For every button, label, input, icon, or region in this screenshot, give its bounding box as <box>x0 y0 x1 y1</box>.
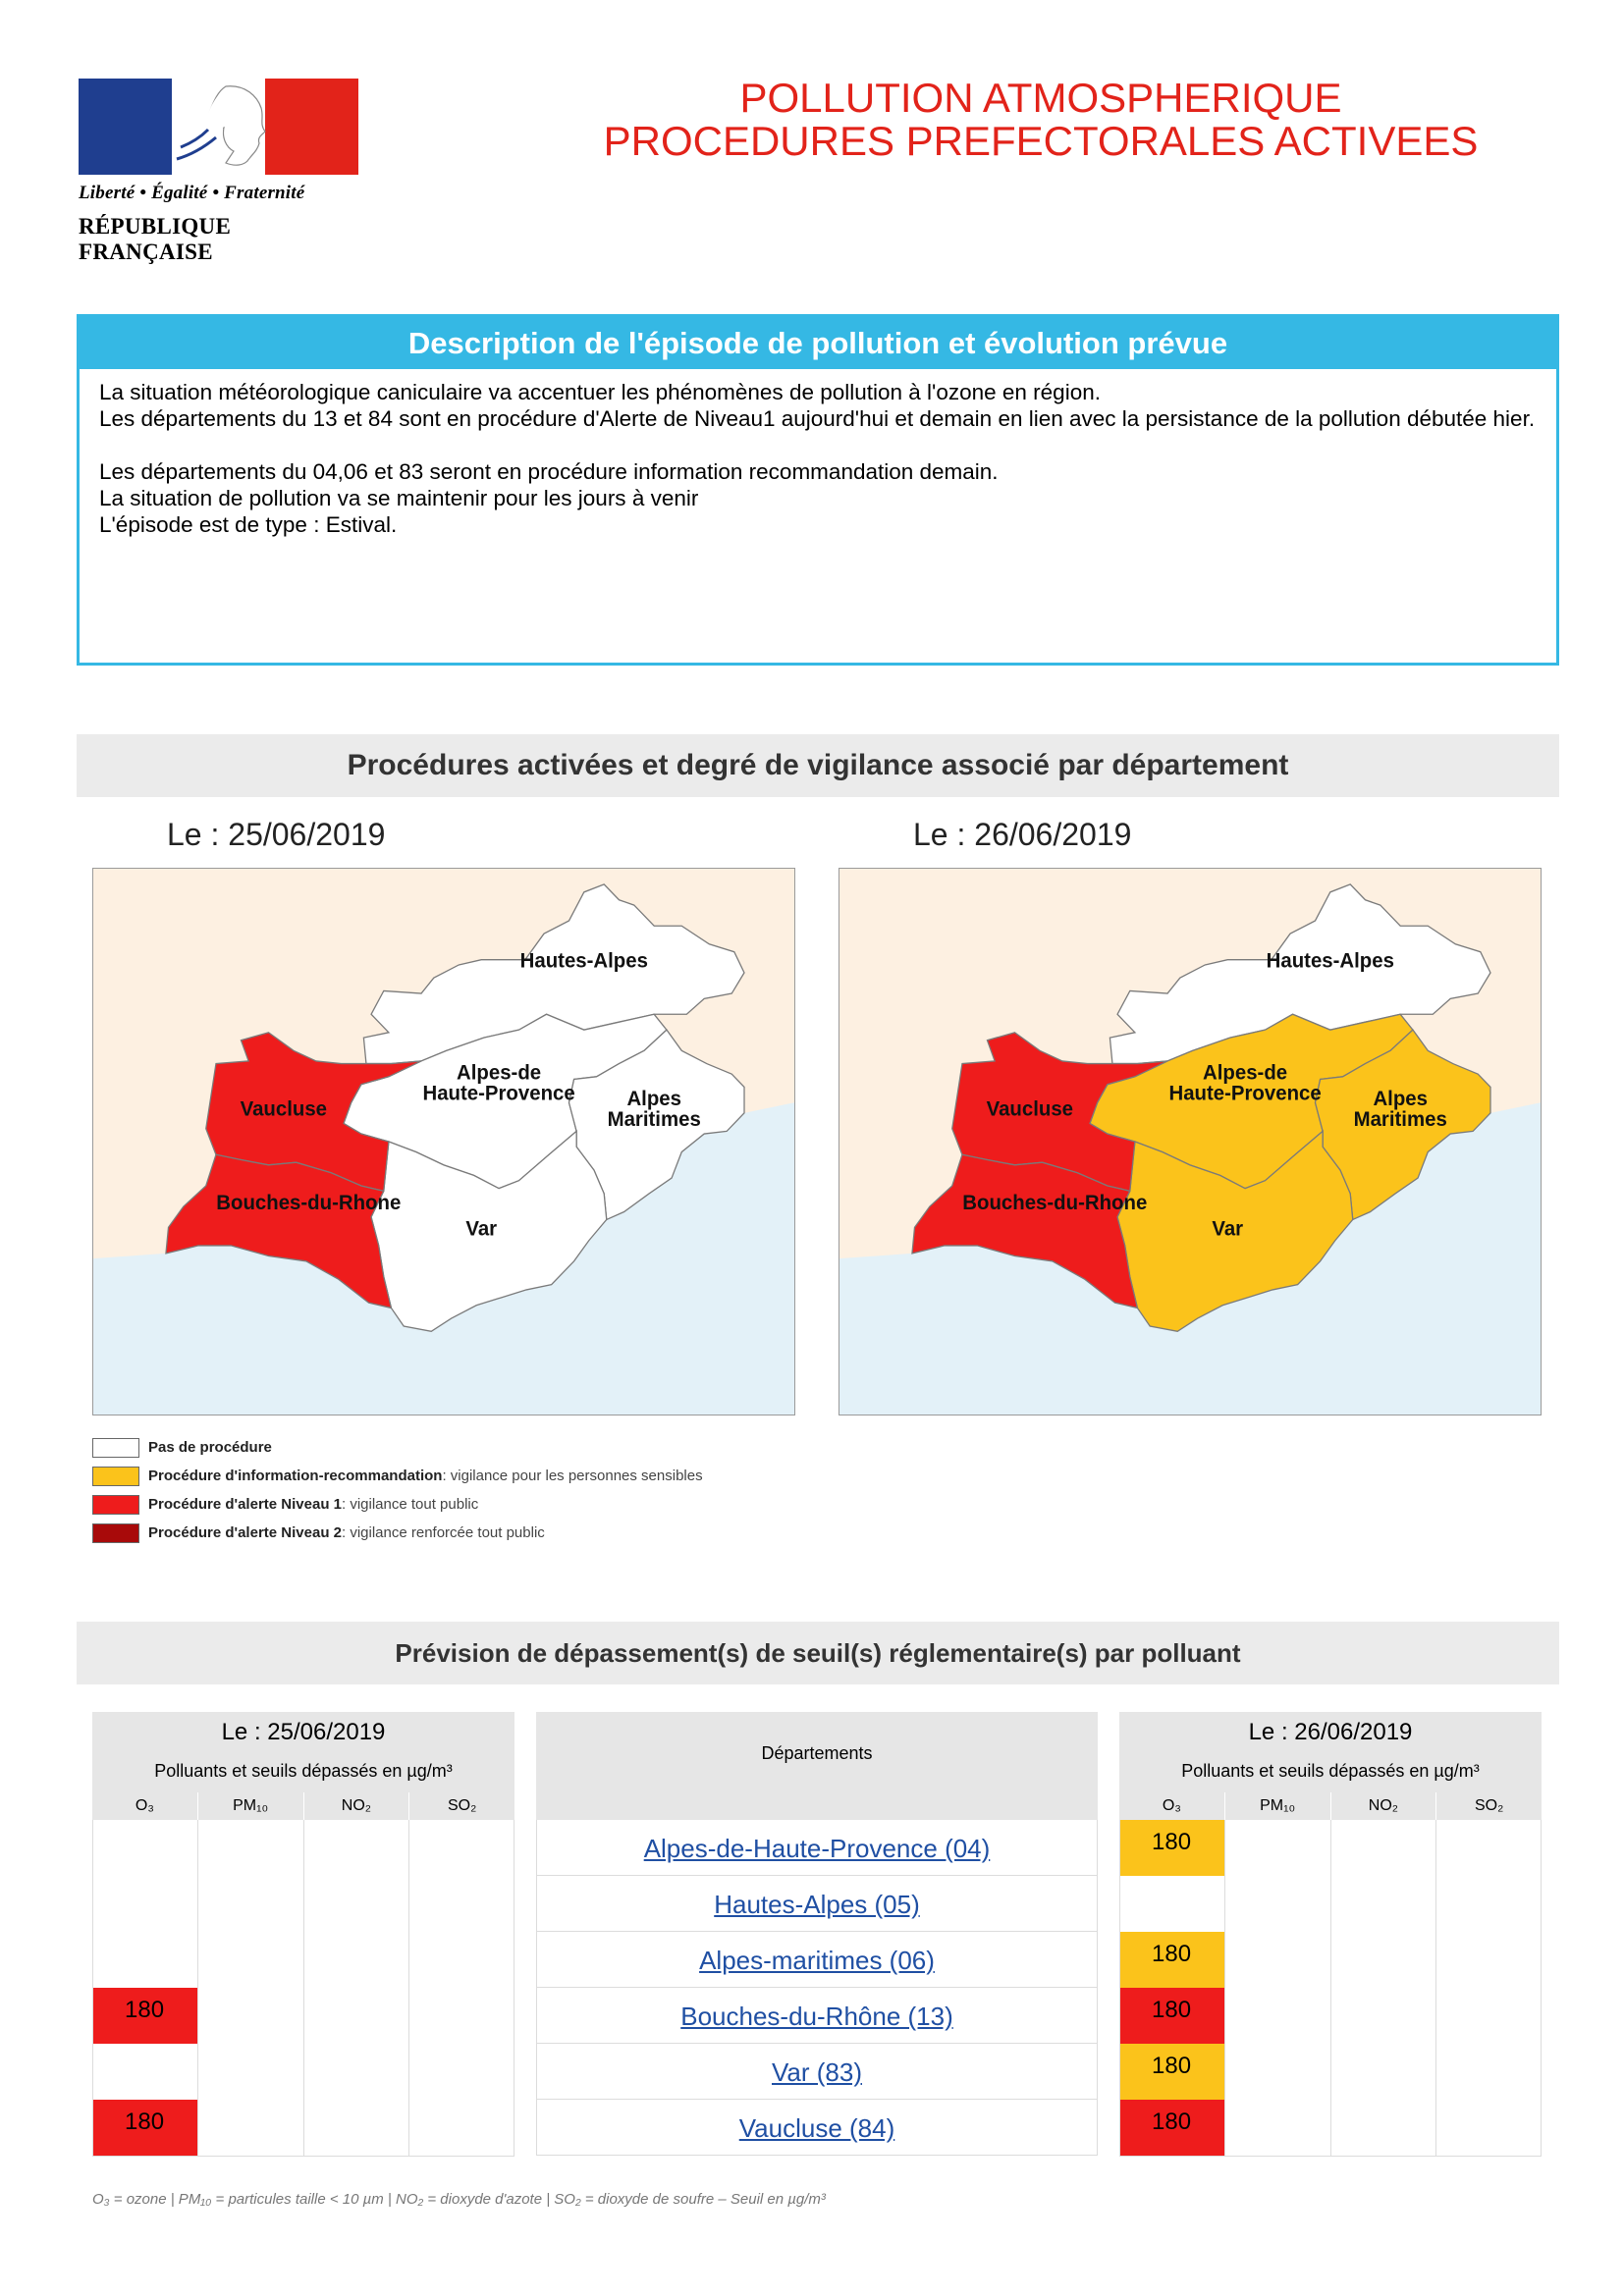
legend-item <box>92 1433 703 1462</box>
department-label: Alpes <box>1373 1087 1428 1111</box>
department-link[interactable]: Alpes-maritimes (06) <box>699 1946 935 1975</box>
column-header: NO₂ <box>303 1792 409 1820</box>
description-paragraph: L'épisode est de type : Estival. <box>99 512 398 537</box>
o3-cell <box>93 2044 197 2100</box>
o3-cell: 180 <box>1120 1820 1224 1876</box>
so2-column <box>408 1820 514 2156</box>
department-row <box>536 2044 1098 2100</box>
table-body <box>1119 1820 1542 2157</box>
footnote: O₃ = ozone | PM₁₀ = particules taille < 10 µm | NO₂ = dioxyde d'azote | SO₂ = dioxyde de soufre – Seuil en µg/m³ <box>92 2191 826 2208</box>
department-row <box>536 1988 1098 2044</box>
description-box <box>77 314 1559 666</box>
map-date-label: Le : 26/06/2019 <box>913 817 1132 852</box>
department-label: Bouches-du-Rhone <box>216 1191 402 1214</box>
o3-column <box>1120 1820 1224 2156</box>
department-link[interactable]: Hautes-Alpes (05) <box>714 1890 920 1919</box>
page-title <box>530 77 1551 163</box>
department-label: Vaucluse <box>240 1097 328 1121</box>
column-header: O₃ <box>1162 1797 1181 1814</box>
map-canvas <box>839 869 1541 1415</box>
department-label: Maritimes <box>1353 1107 1447 1132</box>
column-header: NO₂ <box>1330 1792 1436 1820</box>
department-label: Var <box>1212 1216 1244 1241</box>
procedures-heading: Procédures activées et degré de vigilance associé par département <box>77 734 1559 797</box>
department-label: Hautes-Alpes <box>519 949 648 973</box>
department-map <box>92 868 795 1415</box>
legend-name: Procédure d'alerte Niveau 1 <box>148 1496 342 1513</box>
description-paragraph: Les départements du 04,06 et 83 seront en procédure information recommandation demain. <box>99 459 999 484</box>
department-row <box>536 1876 1098 1932</box>
department-label: Var <box>465 1216 498 1241</box>
pollutant-table <box>92 1712 514 2157</box>
so2-column <box>1435 1820 1541 2156</box>
department-label: Haute-Provence <box>422 1082 575 1105</box>
legend-swatch <box>92 1523 139 1543</box>
column-header: PM₁₀ <box>1224 1792 1330 1820</box>
table-body <box>92 1820 514 2157</box>
o3-cell: 180 <box>1120 2044 1224 2100</box>
o3-cell <box>93 1820 197 1876</box>
legend-swatch <box>92 1467 139 1486</box>
legend-desc: : vigilance renforcée tout public <box>342 1524 545 1541</box>
department-row <box>536 2100 1098 2156</box>
table-subheading: Polluants et seuils dépassés en µg/m³ <box>92 1753 514 1792</box>
map-legend <box>92 1433 703 1547</box>
department-label: Vaucluse <box>986 1097 1074 1121</box>
description-paragraph: La situation de pollution va se maintenir pour les jours à venir <box>99 486 699 510</box>
forecast-heading: Prévision de dépassement(s) de seuil(s) réglementaire(s) par polluant <box>77 1622 1559 1684</box>
table-date: Le : 26/06/2019 <box>1119 1712 1542 1753</box>
department-row <box>536 1932 1098 1988</box>
departments-heading: Départements <box>536 1712 1098 1820</box>
department-map <box>839 868 1542 1415</box>
department-label: Alpes <box>626 1087 681 1111</box>
table-column-headers <box>92 1792 514 1820</box>
republique-francaise-logo <box>79 79 363 264</box>
department-row <box>536 1820 1098 1876</box>
table-date: Le : 25/06/2019 <box>92 1712 514 1753</box>
map-canvas <box>93 869 794 1415</box>
department-link[interactable]: Alpes-de-Haute-Provence (04) <box>643 1834 991 1863</box>
departments-table <box>536 1712 1098 2156</box>
column-header: PM₁₀ <box>197 1792 303 1820</box>
department-link[interactable]: Bouches-du-Rhône (13) <box>680 2002 953 2031</box>
description-paragraph: La situation météorologique caniculaire va accentuer les phénomènes de pollution à l'ozone en région. <box>99 380 1101 404</box>
legend-item <box>92 1462 703 1490</box>
title-line-1: POLLUTION ATMOSPHERIQUE <box>739 75 1342 121</box>
department-link[interactable]: Vaucluse (84) <box>738 2113 895 2143</box>
o3-cell: 180 <box>93 1988 197 2044</box>
title-line-2: PROCEDURES PREFECTORALES ACTIVEES <box>603 118 1479 164</box>
pm10-column <box>197 1820 302 2156</box>
o3-cell <box>1120 1876 1224 1932</box>
table-column-headers <box>1119 1792 1542 1820</box>
department-label: Alpes-de <box>1203 1061 1288 1085</box>
o3-cell: 180 <box>93 2100 197 2156</box>
column-header: SO₂ <box>408 1792 514 1820</box>
logo-name: RÉPUBLIQUE FRANÇAISE <box>79 214 232 264</box>
department-label: Haute-Provence <box>1168 1082 1322 1105</box>
legend-name: Procédure d'alerte Niveau 2 <box>148 1524 342 1541</box>
legend-swatch <box>92 1495 139 1515</box>
pm10-column <box>1224 1820 1329 2156</box>
legend-name: Pas de procédure <box>148 1439 272 1456</box>
o3-cell: 180 <box>1120 2100 1224 2156</box>
o3-cell: 180 <box>1120 1932 1224 1988</box>
department-label: Maritimes <box>607 1107 701 1132</box>
logo-motto: Liberté • Égalité • Fraternité <box>79 183 305 203</box>
o3-cell <box>93 1932 197 1988</box>
o3-column <box>93 1820 197 2156</box>
department-label: Bouches-du-Rhone <box>962 1191 1148 1214</box>
marianne-flag-icon <box>79 79 358 175</box>
legend-item <box>92 1490 703 1519</box>
column-header: O₃ <box>135 1797 154 1814</box>
legend-item <box>92 1519 703 1547</box>
no2-column <box>303 1820 408 2156</box>
legend-desc: : vigilance pour les personnes sensibles <box>442 1468 703 1484</box>
description-body <box>80 369 1556 538</box>
o3-cell: 180 <box>1120 1988 1224 2044</box>
department-link[interactable]: Var (83) <box>772 2057 862 2087</box>
map-date-label: Le : 25/06/2019 <box>167 817 386 852</box>
department-label: Hautes-Alpes <box>1266 949 1394 973</box>
o3-cell <box>93 1876 197 1932</box>
legend-name: Procédure d'information-recommandation <box>148 1468 443 1484</box>
department-label: Alpes-de <box>457 1061 542 1085</box>
column-header: SO₂ <box>1435 1792 1542 1820</box>
legend-desc: : vigilance tout public <box>342 1496 479 1513</box>
pollutant-table <box>1119 1712 1542 2157</box>
legend-swatch <box>92 1438 139 1458</box>
description-heading: Description de l'épisode de pollution et évolution prévue <box>80 317 1556 369</box>
description-paragraph: Les départements du 13 et 84 sont en procédure d'Alerte de Niveau1 aujourd'hui et demain en lien avec la persistance de la pollution débutée hier. <box>99 406 1536 431</box>
no2-column <box>1330 1820 1435 2156</box>
table-subheading: Polluants et seuils dépassés en µg/m³ <box>1119 1753 1542 1792</box>
